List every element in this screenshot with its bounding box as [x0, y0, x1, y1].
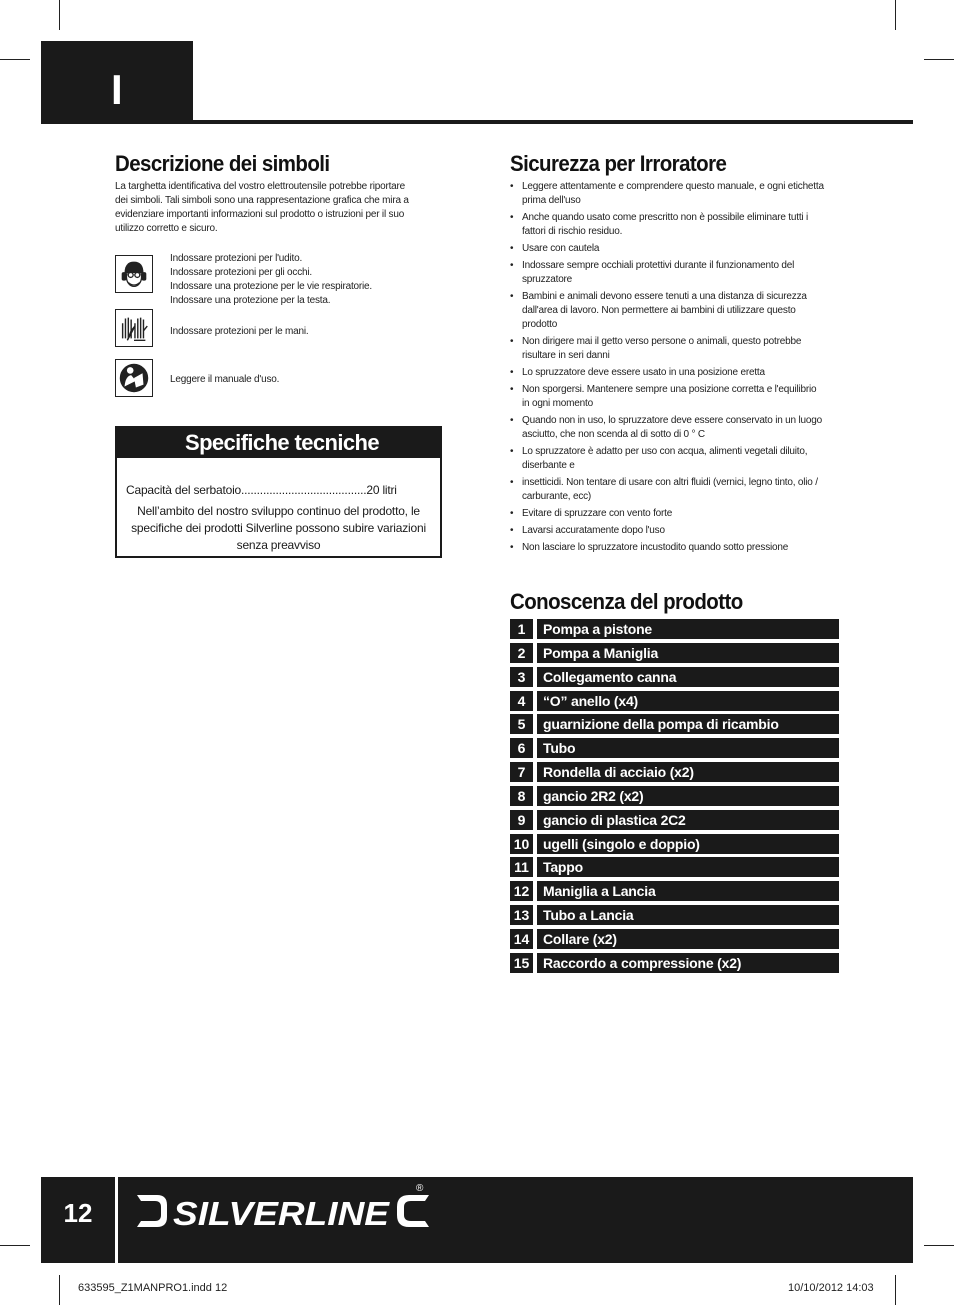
- part-number: 10: [510, 834, 533, 854]
- safety-item-line: • Non sporgersi. Mantenere sempre una posizione corretta e l'equilibrio: [522, 384, 817, 395]
- symbol-line: Indossare protezioni per le mani.: [170, 326, 309, 337]
- note-line: senza preavviso: [236, 538, 321, 552]
- footer-divider: [115, 1177, 118, 1263]
- symbol-line: Leggere il manuale d'uso.: [170, 374, 280, 385]
- specs-capacity: Capacità del serbatoio........................................20 litri: [126, 483, 397, 497]
- safety-item-line: carburante, ecc): [522, 491, 592, 502]
- part-number: 13: [510, 905, 533, 925]
- symbol-line: Indossare una protezione per le vie respiratorie.: [170, 281, 372, 292]
- part-row: [510, 762, 839, 782]
- crop-mark: [59, 0, 60, 30]
- safety-item: [510, 507, 840, 521]
- note-line: specifiche dei prodotti Silverline possono subire variazioni: [131, 521, 426, 535]
- safety-item: [510, 445, 840, 473]
- safety-item: [510, 211, 840, 239]
- safety-title: Sicurezza per Irroratore: [510, 151, 727, 176]
- safety-item: [510, 541, 840, 555]
- safety-item: [510, 290, 840, 332]
- safety-item: [510, 383, 840, 411]
- specs-box: [115, 426, 442, 558]
- silverline-logo: [133, 1187, 433, 1235]
- part-row: [510, 619, 839, 639]
- safety-item-line: • Lavarsi accuratamente dopo l'uso: [522, 525, 665, 536]
- part-name: Tappo: [537, 857, 839, 877]
- part-name: Raccordo a compressione (x2): [537, 953, 839, 973]
- part-row: [510, 834, 839, 854]
- crop-mark: [924, 59, 954, 60]
- part-row: [510, 667, 839, 687]
- safety-item-line: • Bambini e animali devono essere tenuti a una distanza di sicurezza: [522, 291, 807, 302]
- safety-item: [510, 242, 840, 256]
- safety-item: [510, 335, 840, 363]
- part-number: 9: [510, 810, 533, 830]
- slug-file: 633595_Z1MANPRO1.indd 12: [78, 1282, 228, 1294]
- part-number: 1: [510, 619, 533, 639]
- safety-item-line: • Quando non in uso, lo spruzzatore deve essere conservato in un luogo: [522, 415, 822, 426]
- part-name: Rondella di acciaio (x2): [537, 762, 839, 782]
- part-number: 3: [510, 667, 533, 687]
- part-row: [510, 857, 839, 877]
- safety-item-line: • Non dirigere mai il getto verso persone o animali, questo potrebbe: [522, 336, 802, 347]
- part-name: Tubo a Lancia: [537, 905, 839, 925]
- intro-line: utilizzo corretto e sicuro.: [115, 223, 218, 234]
- crop-mark: [59, 1275, 60, 1305]
- symbol-text-manual: [170, 373, 279, 387]
- part-name: gancio di plastica 2C2: [537, 810, 839, 830]
- part-number: 6: [510, 738, 533, 758]
- gloves-icon: [115, 309, 153, 347]
- crop-mark: [895, 0, 896, 30]
- safety-item: [510, 259, 840, 287]
- safety-item-line: • Indossare sempre occhiali protettivi durante il funzionamento del: [522, 260, 795, 271]
- part-row: [510, 929, 839, 949]
- safety-item: [510, 366, 840, 380]
- note-line: Nell’ambito del nostro sviluppo continuo del prodotto, le: [137, 504, 420, 518]
- safety-item-line: spruzzatore: [522, 274, 573, 285]
- footer-bar: [41, 1177, 913, 1263]
- part-name: Pompa a Maniglia: [537, 643, 839, 663]
- symbol-text-ppe: [170, 252, 372, 308]
- part-number: 15: [510, 953, 533, 973]
- part-name: Pompa a pistone: [537, 619, 839, 639]
- part-row: [510, 905, 839, 925]
- specs-title: Specifiche tecniche: [117, 428, 440, 458]
- part-name: gancio 2R2 (x2): [537, 786, 839, 806]
- read-manual-icon: [115, 359, 153, 397]
- safety-item: [510, 524, 840, 538]
- safety-item-line: • insetticidi. Non tentare di usare con altri fluidi (vernici, legno tinto, olio /: [522, 477, 818, 488]
- safety-item-line: risultare in seri danni: [522, 350, 610, 361]
- part-name: Collare (x2): [537, 929, 839, 949]
- safety-item-line: • Lo spruzzatore è adatto per uso con acqua, alimenti vegetali diluito,: [522, 446, 808, 457]
- part-name: ugelli (singolo e doppio): [537, 834, 839, 854]
- safety-item-line: diserbante e: [522, 460, 575, 471]
- intro-line: La targhetta identificativa del vostro elettroutensile potrebbe riportare: [115, 181, 406, 192]
- safety-item-line: in ogni momento: [522, 398, 593, 409]
- part-name: Maniglia a Lancia: [537, 881, 839, 901]
- safety-item-line: fattori di rischio residuo.: [522, 226, 623, 237]
- crop-mark: [0, 59, 30, 60]
- part-row: [510, 810, 839, 830]
- ppe-head-ear-eye-respirator-icon: [115, 255, 153, 293]
- safety-item: [510, 180, 840, 208]
- part-number: 5: [510, 714, 533, 734]
- header-rule: [41, 120, 913, 124]
- part-row: [510, 953, 839, 973]
- part-number: 7: [510, 762, 533, 782]
- svg-text:SILVERLINE: SILVERLINE: [173, 1195, 391, 1232]
- registered-mark: ®: [416, 1183, 424, 1194]
- crop-mark: [0, 1245, 30, 1246]
- safety-list: [510, 180, 840, 558]
- part-number: 8: [510, 786, 533, 806]
- safety-item-line: • Evitare di spruzzare con vento forte: [522, 508, 673, 519]
- part-number: 4: [510, 691, 533, 711]
- slug-date: 10/10/2012 14:03: [788, 1282, 874, 1294]
- safety-item-line: asciutto, che non scenda al di sotto di 0 ° C: [522, 429, 705, 440]
- part-name: Collegamento canna: [537, 667, 839, 687]
- crop-mark: [895, 1275, 896, 1305]
- symbols-title: Descrizione dei simboli: [115, 151, 330, 176]
- safety-item-line: prima dell'uso: [522, 195, 581, 206]
- parts-list: [510, 619, 839, 977]
- crop-mark: [924, 1245, 954, 1246]
- product-title: Conoscenza del prodotto: [510, 589, 743, 614]
- part-name: Tubo: [537, 738, 839, 758]
- safety-item-line: prodotto: [522, 319, 558, 330]
- part-number: 11: [510, 857, 533, 877]
- intro-line: dei simboli. Tali simboli sono una rappresentazione grafica che mira a: [115, 195, 409, 206]
- part-name: guarnizione della pompa di ricambio: [537, 714, 839, 734]
- safety-item-line: • Anche quando usato come prescritto non è possibile eliminare tutti i: [522, 212, 809, 223]
- part-row: [510, 691, 839, 711]
- safety-item: [510, 414, 840, 442]
- specs-note: [125, 503, 432, 554]
- part-row: [510, 786, 839, 806]
- symbols-intro: [115, 180, 435, 236]
- part-row: [510, 738, 839, 758]
- part-row: [510, 714, 839, 734]
- safety-item-line: • Lo spruzzatore deve essere usato in una posizione eretta: [522, 367, 765, 378]
- part-number: 2: [510, 643, 533, 663]
- part-row: [510, 881, 839, 901]
- part-number: 12: [510, 881, 533, 901]
- safety-item-line: • Usare con cautela: [522, 243, 600, 254]
- part-row: [510, 643, 839, 663]
- symbol-line: Indossare protezioni per l'udito.: [170, 253, 303, 264]
- symbol-line: Indossare protezioni per gli occhi.: [170, 267, 312, 278]
- language-tab-label: I: [111, 66, 123, 113]
- intro-line: evidenziare importanti informazioni sul prodotto o istruzioni per il suo: [115, 209, 405, 220]
- page-number: 12: [63, 1198, 93, 1228]
- safety-item: [510, 476, 840, 504]
- safety-item-line: • Non lasciare lo spruzzatore incustodito quando sotto pressione: [522, 542, 789, 553]
- part-name: “O” anello (x4): [537, 691, 839, 711]
- part-number: 14: [510, 929, 533, 949]
- safety-item-line: • Leggere attentamente e comprendere questo manuale, e ogni etichetta: [522, 181, 824, 192]
- language-tab: [41, 41, 193, 124]
- symbol-line: Indossare una protezione per la testa.: [170, 295, 331, 306]
- safety-item-line: dall'area di lavoro. Non permettere ai bambini di utilizzare questo: [522, 305, 796, 316]
- symbol-text-gloves: [170, 325, 308, 339]
